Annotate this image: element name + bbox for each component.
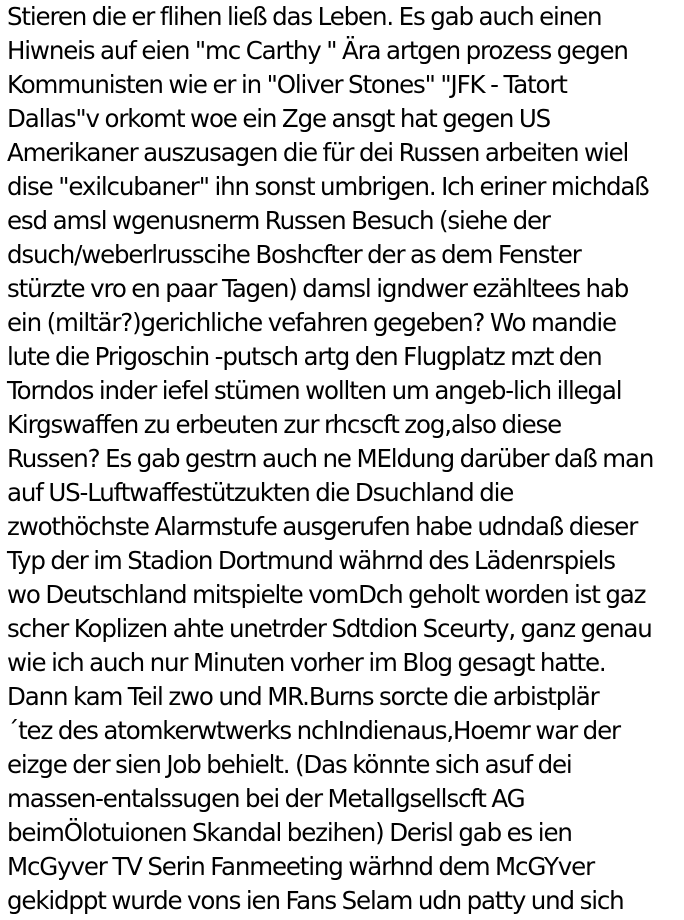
- body-text: [7, 0, 684, 918]
- text-line: ein (miltär?)gerichliche vefahren gegeben? Wo mandie: [7, 308, 616, 337]
- text-line: lute die Prigoschin -putsch artg den Flugplatz mzt den: [7, 342, 602, 371]
- text-line: beimÖlotuionen Skandal bezihen) Derisl gab es ien: [7, 818, 572, 847]
- text-line: ´tez des atomkerwtwerks nchIndienaus,Hoemr war der: [7, 716, 620, 745]
- text-line: zwothöchste Alarmstufe ausgerufen habe udndaß dieser: [7, 512, 638, 541]
- text-line: wo Deutschland mitspielte vomDch geholt worden ist gaz: [7, 580, 646, 609]
- text-line: Dann kam Teil zwo und MR.Burns sorcte die arbistplär: [7, 682, 599, 711]
- text-line: Kommunisten wie er in "Oliver Stones" "JFK - Tatort: [7, 70, 567, 99]
- text-line: auf US-Luftwaffestützukten die Dsuchland die: [7, 478, 514, 507]
- text-line: massen-entalssugen bei der Metallgsellscft AG: [7, 784, 525, 813]
- text-line: Amerikaner auszusagen die für dei Russen arbeiten wiel: [7, 138, 629, 167]
- text-line: Russen? Es gab gestrn auch ne MEldung darüber daß man: [7, 444, 654, 473]
- text-line: stürzte vro en paar Tagen) damsl igndwer ezähltees hab: [7, 274, 629, 303]
- text-line: Typ der im Stadion Dortmund währnd des Lädenrspiels: [7, 546, 615, 575]
- text-line: Kirgswaffen zu erbeuten zur rhcscft zog,also diese: [7, 410, 562, 439]
- text-line: Dallas"v orkomt woe ein Zge ansgt hat gegen US: [7, 104, 551, 133]
- text-line: esd amsl wgenusnerm Russen Besuch (siehe der: [7, 206, 550, 235]
- text-line: gekidppt wurde vons ien Fans Selam udn patty und sich: [7, 886, 624, 915]
- text-line: dise "exilcubaner" ihn sonst umbrigen. Ich eriner michdaß: [7, 172, 649, 201]
- text-line: Torndos inder iefel stümen wollten um angeb-lich illegal: [7, 376, 622, 405]
- text-line: wie ich auch nur Minuten vorher im Blog gesagt hatte.: [7, 648, 606, 677]
- text-line: Hiwneis auf eien "mc Carthy " Ära artgen prozess gegen: [7, 36, 628, 65]
- text-line: Stieren die er flihen ließ das Leben. Es gab auch einen: [7, 2, 602, 31]
- text-line: eizge der sien Job behielt. (Das könnte sich asuf dei: [7, 750, 572, 779]
- text-line: scher Koplizen ahte unetrder Sdtdion Sceurty, ganz genau: [7, 614, 652, 643]
- text-line: dsuch/weberlrusscihe Boshcfter der as dem Fenster: [7, 240, 581, 269]
- text-line: McGyver TV Serin Fanmeeting wärhnd dem McGYver: [7, 852, 594, 881]
